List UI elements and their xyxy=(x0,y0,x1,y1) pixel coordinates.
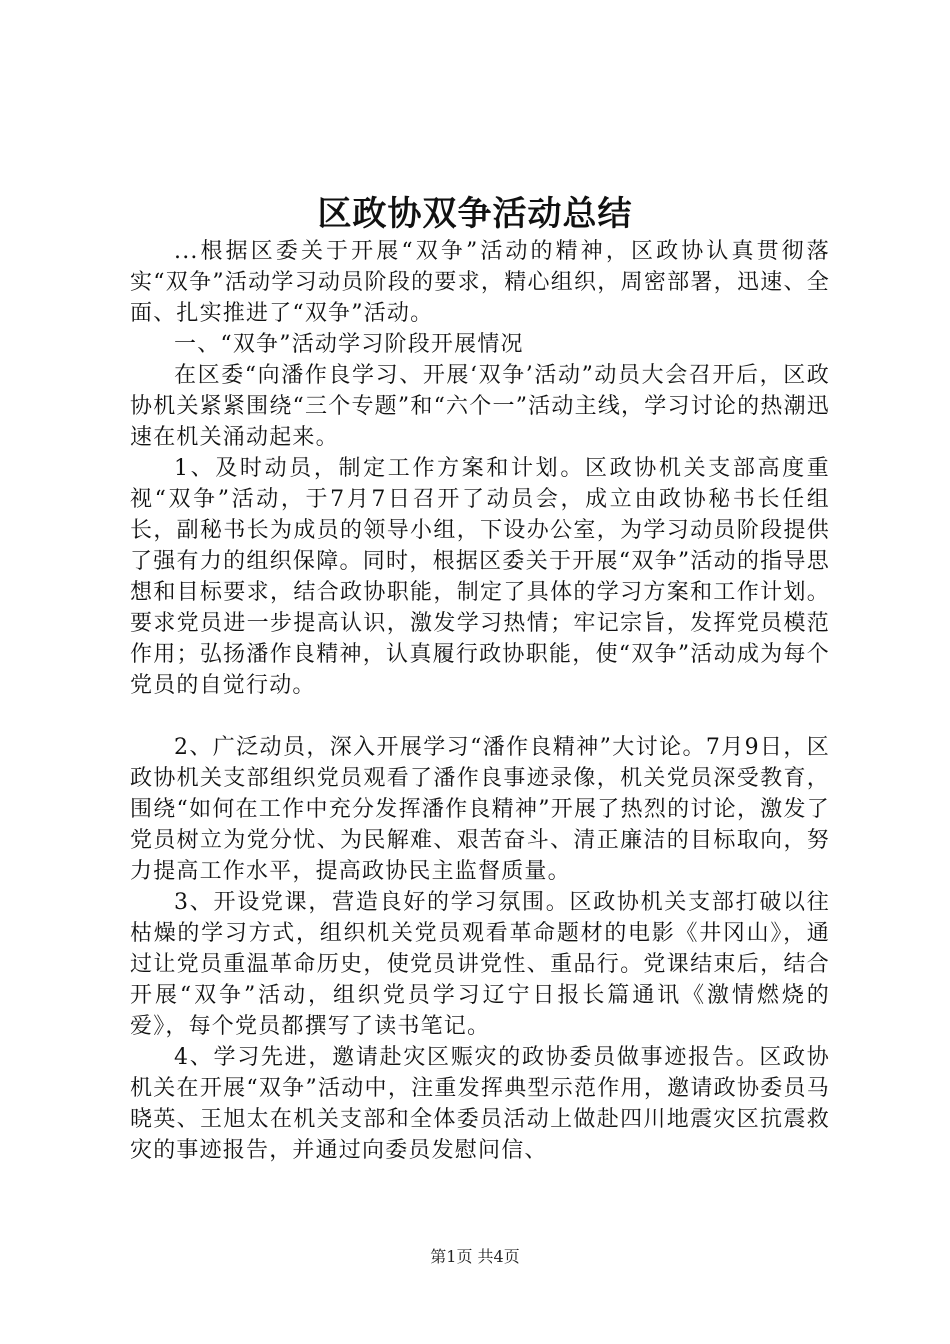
body-paragraph: 在区委“向潘作良学习、开展‘双争’活动”动员大会召开后，区政协机关紧紧围绕“三个专题”和“六个一”活动主线，学习讨论的热潮迅速在机关涌动起来。 xyxy=(130,363,830,450)
body-paragraph: 4、学习先进，邀请赴灾区赈灾的政协委员做事迹报告。区政协机关在开展“双争”活动中，注重发挥典型示范作用，邀请政协委员马晓英、王旭太在机关支部和全体委员活动上做赴四川地震灾区抗震救灾的事迹报告，并通过向委员发慰问信、 xyxy=(130,1045,830,1163)
section-heading: 一、“双争”活动学习阶段开展情况 xyxy=(174,332,524,357)
intro-paragraph: ...根据区委关于开展“双争”活动的精神，区政协认真贯彻落实“双争”活动学习动员阶段的要求，精心组织，周密部署，迅速、全面、扎实推进了“双争”活动。 xyxy=(130,239,830,326)
body-paragraph: 3、开设党课，营造良好的学习氛围。区政协机关支部打破以往枯燥的学习方式，组织机关党员观看革命题材的电影《井冈山》，通过让党员重温革命历史，使党员讲党性、重品行。党课结束后，结合开展“双争”活动，组织党员学习辽宁日报长篇通讯《激情燃烧的爱》，每个党员都撰写了读书笔记。 xyxy=(130,890,830,1039)
page-number-footer: 第1页 共4页 xyxy=(430,1247,520,1266)
body-paragraph: 2、广泛动员，深入开展学习“潘作良精神”大讨论。7月9日，区政协机关支部组织党员观看了潘作良事迹录像，机关党员深受教育，围绕“如何在工作中充分发挥潘作良精神”开展了热烈的讨论，激发了党员树立为党分忧、为民解难、艰苦奋斗、清正廉洁的目标取向，努力提高工作水平，提高政协民主监督质量。 xyxy=(130,735,830,884)
body-paragraph: 1、及时动员，制定工作方案和计划。区政协机关支部高度重视“双争”活动，于7月7日召开了动员会，成立由政协秘书长任组长，副秘书长为成员的领导小组，下设办公室，为学习动员阶段提供了强有力的组织保障。同时，根据区委关于开展“双争”活动的指导思想和目标要求，结合政协职能，制定了具体的学习方案和工作计划。要求党员进一步提高认识，激发学习热情；牢记宗旨，发挥党员模范作用；弘扬潘作良精神，认真履行政协职能，使“双争”活动成为每个党员的自觉行动。 xyxy=(130,456,830,698)
paragraph-gap xyxy=(130,701,830,732)
document-body xyxy=(130,236,830,1166)
document-title: 区政协双争活动总结 xyxy=(317,194,633,234)
